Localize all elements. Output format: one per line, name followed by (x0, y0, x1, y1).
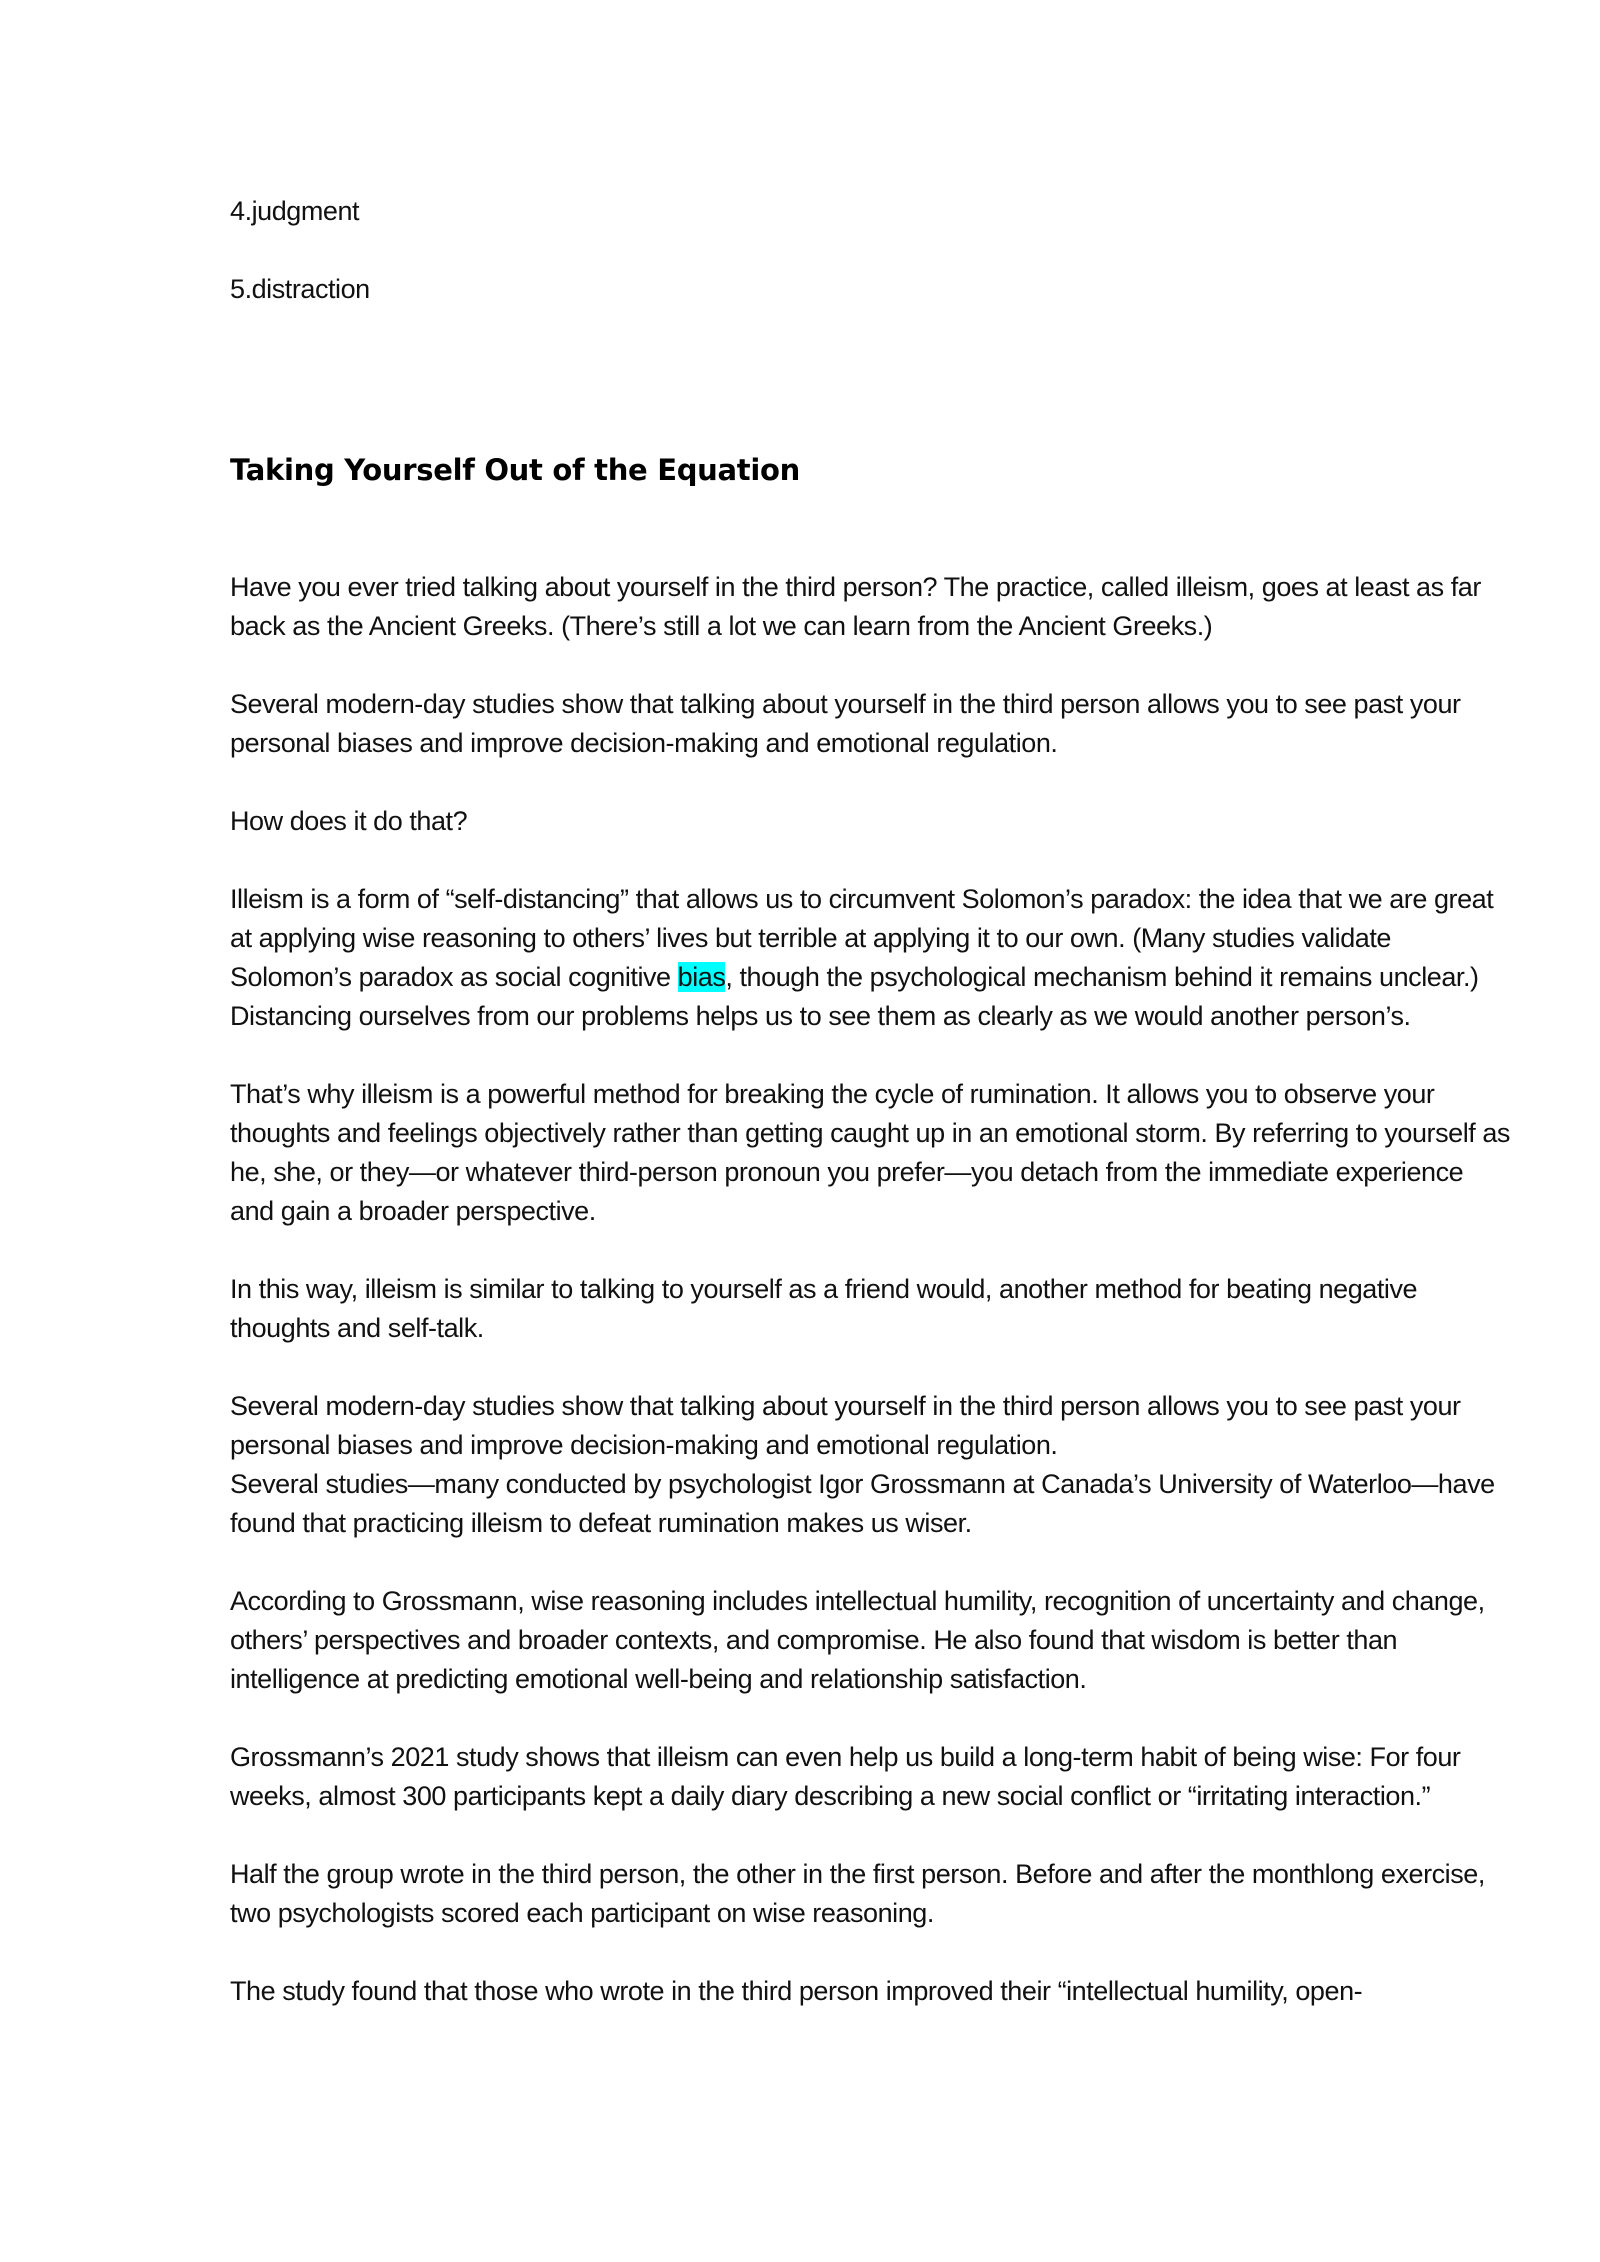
paragraph-solomons-paradox (230, 880, 1510, 1036)
section-heading: Taking Yourself Out of the Equation (230, 453, 800, 487)
solomon-text-before: Illeism is a form of “self-distancing” that allows us to circumvent Solomon’s paradox: the idea that we are great at applying wise reasoning to others’ lives but terrible at applying it to our own. (Many studies validate Solomon’s paradox as social cognitive (230, 884, 1494, 992)
list-item-judgment: 4.judgment (230, 196, 360, 226)
paragraph-grossmann-waterloo: Several studies—many conducted by psychologist Igor Grossmann at Canada’s University of Waterloo—have found that practicing illeism to defeat rumination makes us wiser. (230, 1469, 1495, 1538)
paragraph-wise-reasoning: According to Grossmann, wise reasoning includes intellectual humility, recognition of uncertainty and change, others’ perspectives and broader contexts, and compromise. He also found that wisdom is better than intelligence at predicting emotional well-being and relationship satisfaction. (230, 1586, 1485, 1694)
paragraph-how-question: How does it do that? (230, 806, 468, 836)
solomon-text-after: , though the psychological mechanism behind it remains unclear.) Distancing ourselves from our problems helps us to see them as clearly as we would another person’s. (230, 962, 1479, 1031)
highlighted-word: bias (677, 962, 726, 992)
paragraph-illeism-intro: Have you ever tried talking about yourself in the third person? The practice, called illeism, goes at least as far back as the Ancient Greeks. (There’s still a lot we can learn from the Ancient Greeks.) (230, 572, 1481, 641)
paragraph-study-found: The study found that those who wrote in the third person improved their “intellectual humility, open- (230, 1976, 1363, 2006)
paragraph-rumination: That’s why illeism is a powerful method for breaking the cycle of rumination. It allows you to observe your thoughts and feelings objectively rather than getting caught up in an emotional storm. By referring to yourself as he, she, or they—or whatever third-person pronoun you prefer—you detach from the immediate experience and gain a broader perspective. (230, 1079, 1510, 1226)
document-content (230, 192, 1510, 2050)
paragraph-studies-third-person: Several modern-day studies show that talking about yourself in the third person allows you to see past your personal biases and improve decision-making and emotional regulation. (230, 689, 1461, 758)
paragraph-half-group: Half the group wrote in the third person, the other in the first person. Before and after the monthlong exercise, two psychologists scored each participant on wise reasoning. (230, 1859, 1485, 1928)
paragraph-2021-study: Grossmann’s 2021 study shows that illeism can even help us build a long-term habit of being wise: For four weeks, almost 300 participants kept a daily diary describing a new social conflict or “irritating interaction.” (230, 1742, 1461, 1811)
paragraph-studies-repeat: Several modern-day studies show that talking about yourself in the third person allows you to see past your personal biases and improve decision-making and emotional regulation. (230, 1391, 1461, 1460)
paragraph-friend-method: In this way, illeism is similar to talking to yourself as a friend would, another method for beating negative thoughts and self-talk. (230, 1274, 1418, 1343)
list-item-distraction: 5.distraction (230, 274, 370, 304)
